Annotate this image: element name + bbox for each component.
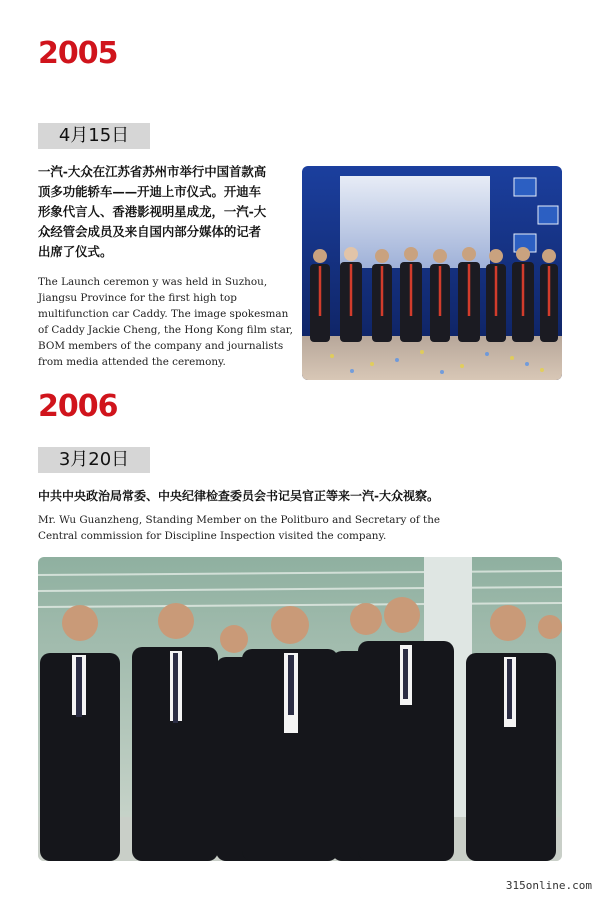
en-line: multifunction car Caddy. The image spokesman xyxy=(38,308,289,320)
description-en-2005 xyxy=(38,274,293,370)
en-line: Central commission for Discipline Inspection visited the company. xyxy=(38,530,387,542)
date-tag-2006: 3月20日 xyxy=(38,447,150,473)
cn-line: 一汽-大众在江苏省苏州市举行中国首款高 xyxy=(38,164,267,179)
year-heading-2005: 2005 xyxy=(38,36,118,71)
photo-launch-ceremony xyxy=(302,166,562,380)
description-cn-2005 xyxy=(38,162,293,262)
watermark: 315online.com xyxy=(505,879,592,892)
date-tag-2005: 4月15日 xyxy=(38,123,150,149)
en-line: BOM members of the company and journalists xyxy=(38,340,284,352)
description-en-2006 xyxy=(38,512,563,544)
cn-line: 中共中央政治局常委、中央纪律检查委员会书记吴官正等来一汽-大众视察。 xyxy=(38,489,439,503)
en-line: of Caddy Jackie Cheng, the Hong Kong film star, xyxy=(38,324,293,336)
en-line: from media attended the ceremony. xyxy=(38,356,226,368)
en-line: Jiangsu Province for the first high top xyxy=(38,292,237,304)
en-line: The Launch ceremon y was held in Suzhou, xyxy=(38,276,268,288)
cn-line: 众经管会成员及来自国内部分媒体的记者 xyxy=(38,224,262,239)
cn-line: 形象代言人、香港影视明星成龙，一汽-大 xyxy=(38,204,267,219)
year-heading-2006: 2006 xyxy=(38,389,118,424)
description-cn-2006 xyxy=(38,487,563,505)
en-line: Mr. Wu Guanzheng, Standing Member on the Politburo and Secretary of the xyxy=(38,514,441,526)
cn-line: 顶多功能轿车——开迪上市仪式。开迪车 xyxy=(38,184,262,199)
photo-factory-visit xyxy=(38,557,562,861)
cn-line: 出席了仪式。 xyxy=(38,244,113,259)
